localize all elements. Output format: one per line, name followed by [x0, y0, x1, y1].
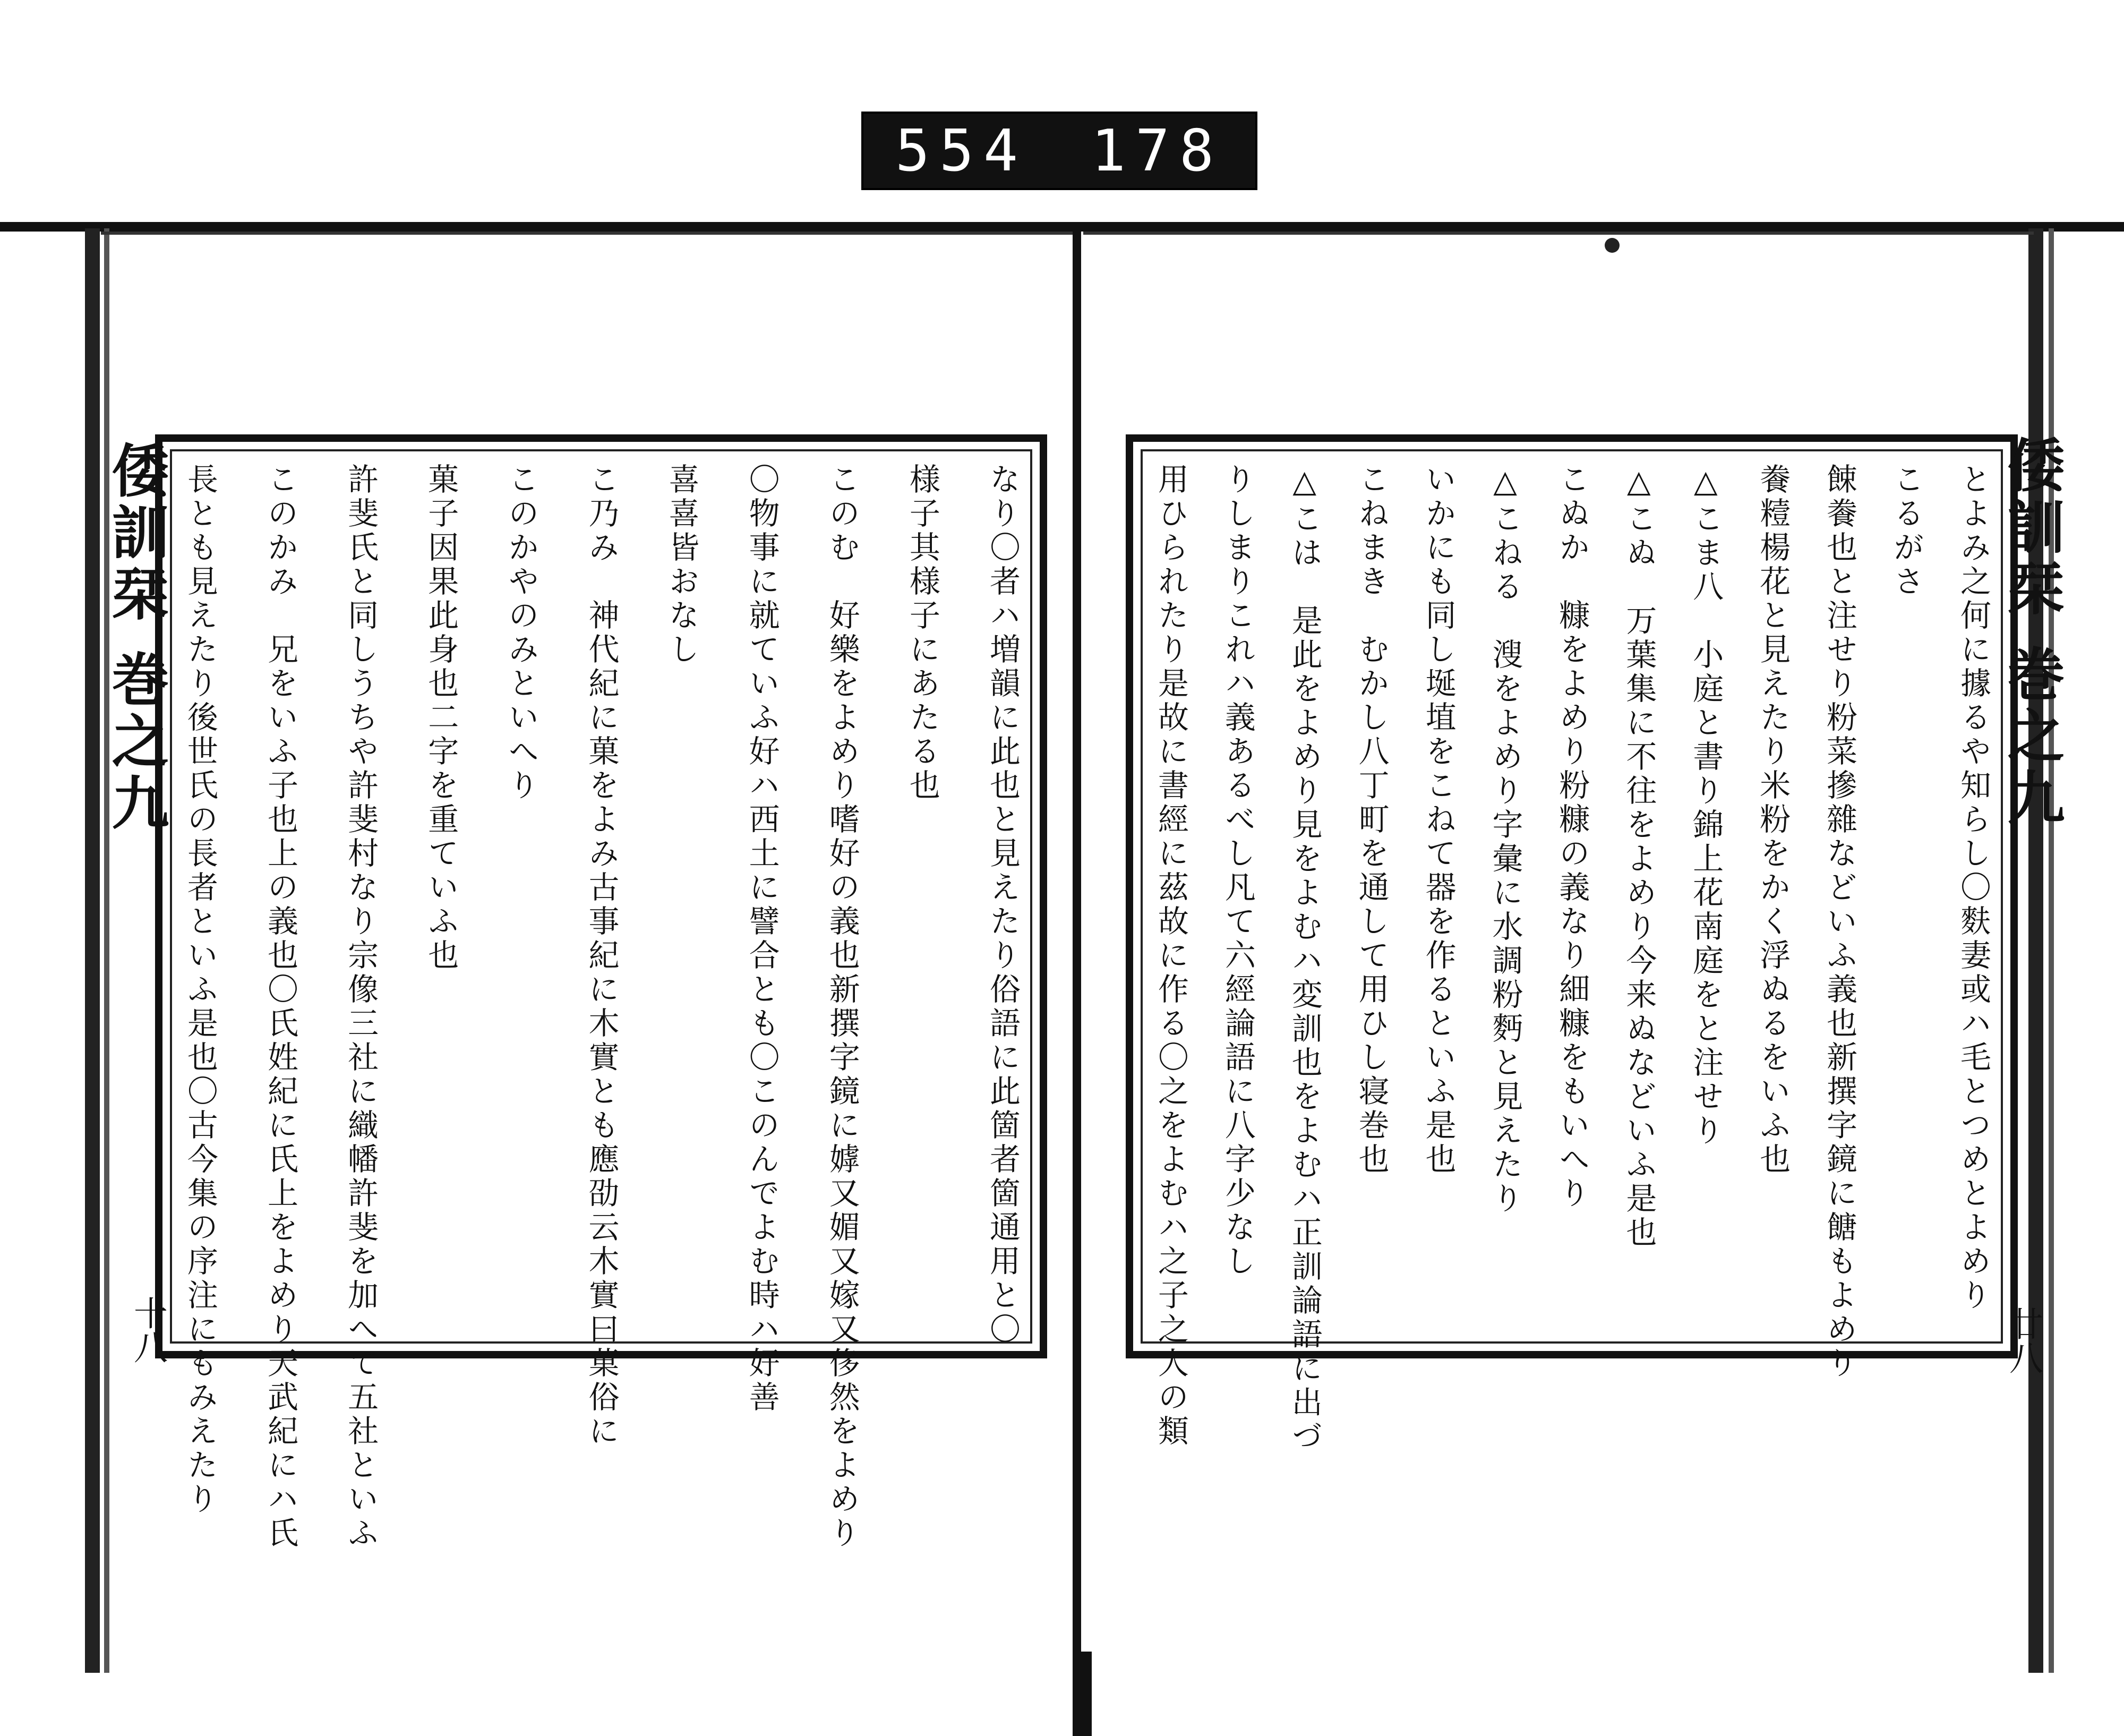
text-column: 様子其様子にあたる也: [904, 463, 940, 803]
text-column: △こねる 溲をよめり字彙に水調粉麪と見えたり: [1487, 463, 1523, 1216]
left-folio: 十八: [128, 1296, 167, 1364]
right-page-frame: [1126, 434, 2018, 1454]
left-margin-title: 倭訓栞 巻之九: [102, 441, 169, 835]
text-column: 菓子因果此身也二字を重ていふ也: [423, 463, 459, 973]
text-column: このむ 好樂をよめり嗜好の義也新撰字鏡に嫭又媚又嫁又侈然をよめり: [824, 463, 860, 1551]
right-margin-title: 倭訓栞 巻之九: [1998, 435, 2065, 829]
right-folio: 廿八: [2003, 1306, 2043, 1374]
text-column: いかにも同し埏埴をこねて器を作るといふ是也: [1420, 463, 1457, 1177]
catalogue-number-right: 178: [1091, 117, 1224, 184]
catalogue-number-left: 554: [895, 117, 1028, 184]
text-column: 許斐氏と同しうちや許斐村なり宗像三社に織幡許斐を加へて五社といふ: [342, 463, 379, 1551]
text-column: なり〇者ハ増韻に此也と見えたり俗語に此箇者箇通用と〇: [984, 463, 1021, 1347]
text-column: △こぬ 万葉集に不往をよめり今来ぬなどいふ是也: [1621, 463, 1657, 1250]
text-column: 喜喜皆おなし: [663, 463, 700, 667]
text-column: △こま八 小庭と書り錦上花南庭をと注せり: [1688, 463, 1724, 1148]
text-column: りしまりこれハ義あるべし凡て六經論語に八字少なし: [1219, 463, 1256, 1279]
text-column: 長とも見えたり後世氏の長者といふ是也〇古今集の序注にもみえたり: [182, 463, 218, 1517]
text-column: このかみ 兄をいふ子也上の義也〇氏姓紀に氏上をよめり天武紀にハ氏: [262, 463, 298, 1551]
text-column: とよみ之何に據るや知らし〇麩妻或ハ毛とつめとよめり: [1955, 463, 1991, 1313]
text-column: こぬか 糠をよめり粉糠の義なり細糠をもいへり: [1554, 463, 1590, 1211]
text-column: このかやのみといへり: [503, 463, 539, 803]
text-column: 〇物事に就ていふ好ハ西土に譬合とも〇このんでよむ時ハ好善: [743, 463, 780, 1415]
right-page-text: [1152, 463, 1991, 1454]
text-column: 餗餋也と注せり粉菜摻雜などいふ義也新撰字鏡に餹もよめり: [1821, 463, 1858, 1381]
text-column: こねまき むかし八丁町を通して用ひし寝巻也: [1353, 463, 1390, 1177]
catalogue-label: [861, 112, 1257, 190]
left-page-frame: [155, 434, 1047, 1551]
text-column: こ乃み 神代紀に菓をよみ古事紀に木實とも應劭云木實曰菓俗に: [583, 463, 620, 1449]
left-page-text: [182, 463, 1021, 1551]
text-column: △こは 是此をよめり見をよむハ変訓也をよむハ正訓論語に出づ: [1286, 463, 1323, 1454]
text-column: こるがさ: [1888, 463, 1925, 599]
text-column: 餋䊦楊花と見えたり米粉をかく浮ぬるをいふ也: [1754, 463, 1791, 1177]
text-column: 用ひられたり是故に書經に茲故に作る〇之をよむハ之子之人の類: [1152, 463, 1189, 1449]
